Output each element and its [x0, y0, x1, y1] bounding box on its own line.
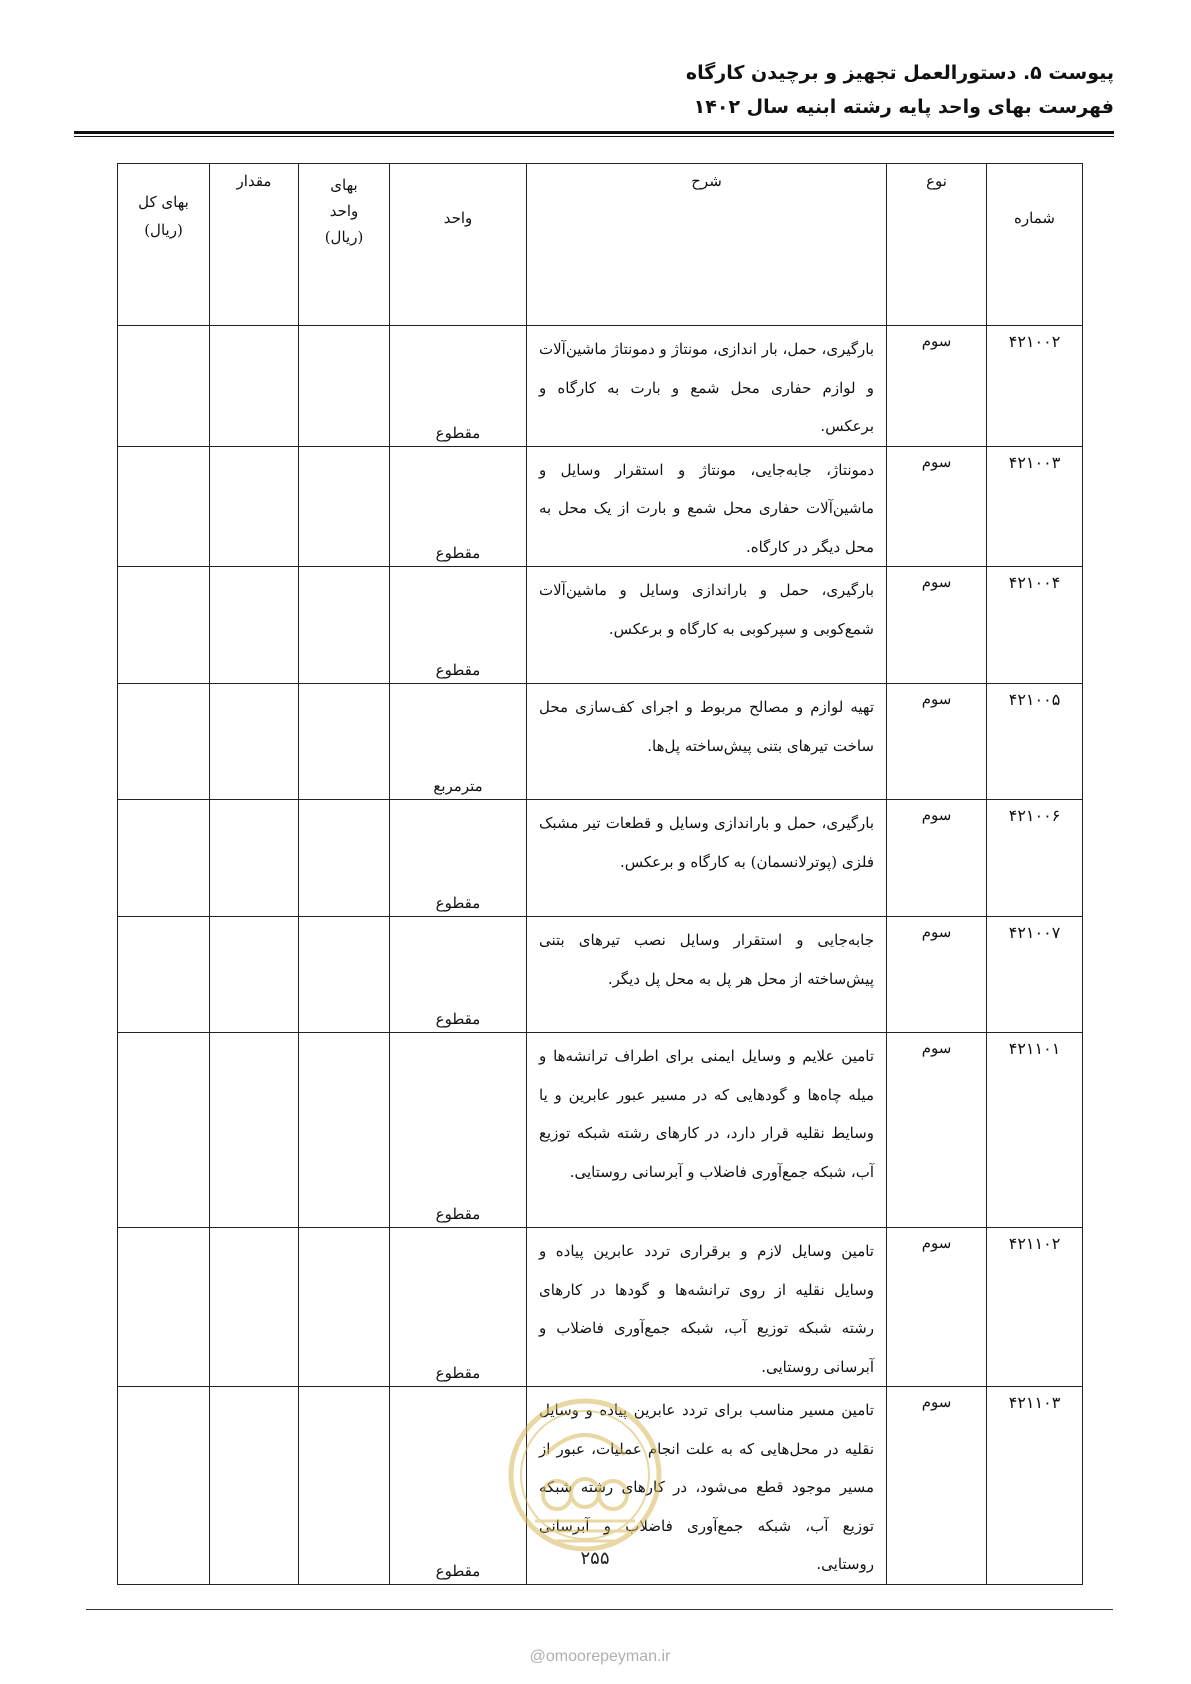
row-number: ۴۲۱۰۰۷: [987, 917, 1083, 1033]
row-unit: مقطوع: [390, 446, 527, 567]
row-type: سوم: [887, 446, 987, 567]
table-row: [118, 1033, 1083, 1228]
row-total-price: [118, 917, 210, 1033]
total-price-line-1: بهای کل: [138, 193, 189, 211]
table-row: [118, 1228, 1083, 1387]
website-watermark: @omoorepeyman.ir: [529, 1648, 671, 1665]
row-quantity: [210, 326, 299, 447]
unit-price-line-1: بهای: [330, 176, 358, 194]
row-unit: مقطوع: [390, 567, 527, 684]
row-total-price: [118, 326, 210, 447]
page-number: ۲۵۵: [580, 1548, 610, 1569]
row-number: ۴۲۱۰۰۵: [987, 684, 1083, 800]
table-row: [118, 917, 1083, 1033]
row-unit-price: [299, 800, 390, 917]
price-list-title: فهرست بهای واحد پایه رشته ابنیه سال ۱۴۰۲: [693, 96, 1114, 118]
row-quantity: [210, 1228, 299, 1387]
row-unit-price: [299, 1033, 390, 1228]
row-unit-price: [299, 326, 390, 447]
row-unit: مقطوع: [390, 1033, 527, 1228]
unit-price-line-3: (ریال): [324, 228, 364, 246]
header-rule-thick: [74, 131, 1114, 134]
row-total-price: [118, 1387, 210, 1585]
row-quantity: [210, 1387, 299, 1585]
table-row: [118, 446, 1083, 567]
row-quantity: [210, 446, 299, 567]
row-description: بارگیری، حمل و باراندازی وسایل و قطعات تیر مشبک فلزی (پوترلانسمان) به کارگاه و برعکس.: [527, 800, 887, 917]
row-unit-price: [299, 1228, 390, 1387]
row-unit: مقطوع: [390, 800, 527, 917]
row-description: بارگیری، حمل و باراندازی وسایل و ماشین‌آلات شمع‌کوبی و سپرکوبی به کارگاه و برعکس.: [527, 567, 887, 684]
row-total-price: [118, 446, 210, 567]
col-header-type: نوع: [887, 164, 987, 326]
watermark-seal-icon: [505, 1395, 665, 1555]
row-type: سوم: [887, 567, 987, 684]
row-type: سوم: [887, 1228, 987, 1387]
row-quantity: [210, 567, 299, 684]
row-unit: مقطوع: [390, 1387, 527, 1585]
row-unit-price: [299, 1387, 390, 1585]
row-description: تهیه لوازم و مصالح مربوط و اجرای کف‌سازی محل ساخت تیرهای بتنی پیش‌ساخته پل‌ها.: [527, 684, 887, 800]
row-unit-price: [299, 684, 390, 800]
row-description: دمونتاژ، جابه‌جایی، مونتاژ و استقرار وسایل و ماشین‌آلات حفاری محل شمع و بارت از یک محل به محل دیگر در کارگاه.: [527, 446, 887, 567]
row-total-price: [118, 1228, 210, 1387]
price-table: [117, 163, 1083, 1585]
appendix-title: پیوست ۵. دستورالعمل تجهیز و برچیدن کارگاه: [685, 62, 1114, 84]
page-header: [74, 56, 1114, 128]
table-header-row: [118, 164, 1083, 326]
row-number: ۴۲۱۰۰۲: [987, 326, 1083, 447]
col-header-unit-price: [299, 164, 390, 326]
row-unit: مقطوع: [390, 917, 527, 1033]
col-header-quantity: مقدار: [210, 164, 299, 326]
row-total-price: [118, 1033, 210, 1228]
unit-price-line-2: واحد: [329, 202, 359, 220]
row-type: سوم: [887, 917, 987, 1033]
row-description: تامین علایم و وسایل ایمنی برای اطراف ترانشه‌ها و میله چاه‌ها و گودهایی که در مسیر عبور عابرین و یا وسایط نقلیه قرار دارد، در کارهای رشته شبکه توزیع آب، شبکه جمع‌آوری فاضلاب و آبرسانی روستایی.: [527, 1033, 887, 1228]
row-total-price: [118, 567, 210, 684]
row-description: تامین مسیر مناسب برای تردد عابرین پیاده و وسایل نقلیه در محل‌هایی که به علت انجام عملیات، عبور از مسیر موجود قطع می‌شود، در کارهای رشته شبکه توزیع آب، شبکه جمع‌آوری فاضلاب و آبرسانی روستایی.: [527, 1387, 887, 1585]
row-unit: مترمربع: [390, 684, 527, 800]
row-unit-price: [299, 917, 390, 1033]
row-description: جابه‌جایی و استقرار وسایل نصب تیرهای بتنی پیش‌ساخته از محل هر پل به محل پل دیگر.: [527, 917, 887, 1033]
total-price-line-2: (ریال): [144, 221, 183, 239]
row-number: ۴۲۱۱۰۱: [987, 1033, 1083, 1228]
row-type: سوم: [887, 684, 987, 800]
row-type: سوم: [887, 326, 987, 447]
row-quantity: [210, 684, 299, 800]
row-description: تامین وسایل لازم و برقراری تردد عابرین پیاده و وسایل نقلیه از روی ترانشه‌ها و گودها در کارهای رشته شبکه توزیع آب، شبکه جمع‌آوری فاضلاب و آبرسانی روستایی.: [527, 1228, 887, 1387]
row-unit: مقطوع: [390, 326, 527, 447]
row-type: سوم: [887, 800, 987, 917]
footer-rule: [86, 1609, 1113, 1610]
row-number: ۴۲۱۰۰۳: [987, 446, 1083, 567]
row-type: سوم: [887, 1387, 987, 1585]
row-unit-price: [299, 567, 390, 684]
row-number: ۴۲۱۰۰۴: [987, 567, 1083, 684]
col-header-unit: واحد: [390, 164, 527, 326]
table-row: [118, 326, 1083, 447]
table-row: [118, 567, 1083, 684]
row-total-price: [118, 800, 210, 917]
col-header-description: شرح: [527, 164, 887, 326]
row-number: ۴۲۱۰۰۶: [987, 800, 1083, 917]
row-description: بارگیری، حمل، بار اندازی، مونتاژ و دمونتاژ ماشین‌آلات و لوازم حفاری محل شمع و بارت به کارگاه و برعکس.: [527, 326, 887, 447]
row-unit-price: [299, 446, 390, 567]
row-total-price: [118, 684, 210, 800]
row-quantity: [210, 1033, 299, 1228]
col-header-total-price: [118, 164, 210, 326]
row-number: ۴۲۱۱۰۳: [987, 1387, 1083, 1585]
col-header-number: شماره: [987, 164, 1083, 326]
table-row: [118, 800, 1083, 917]
row-number: ۴۲۱۱۰۲: [987, 1228, 1083, 1387]
header-rule-thin: [74, 136, 1114, 137]
row-type: سوم: [887, 1033, 987, 1228]
table-row: [118, 684, 1083, 800]
row-quantity: [210, 917, 299, 1033]
row-quantity: [210, 800, 299, 917]
row-unit: مقطوع: [390, 1228, 527, 1387]
